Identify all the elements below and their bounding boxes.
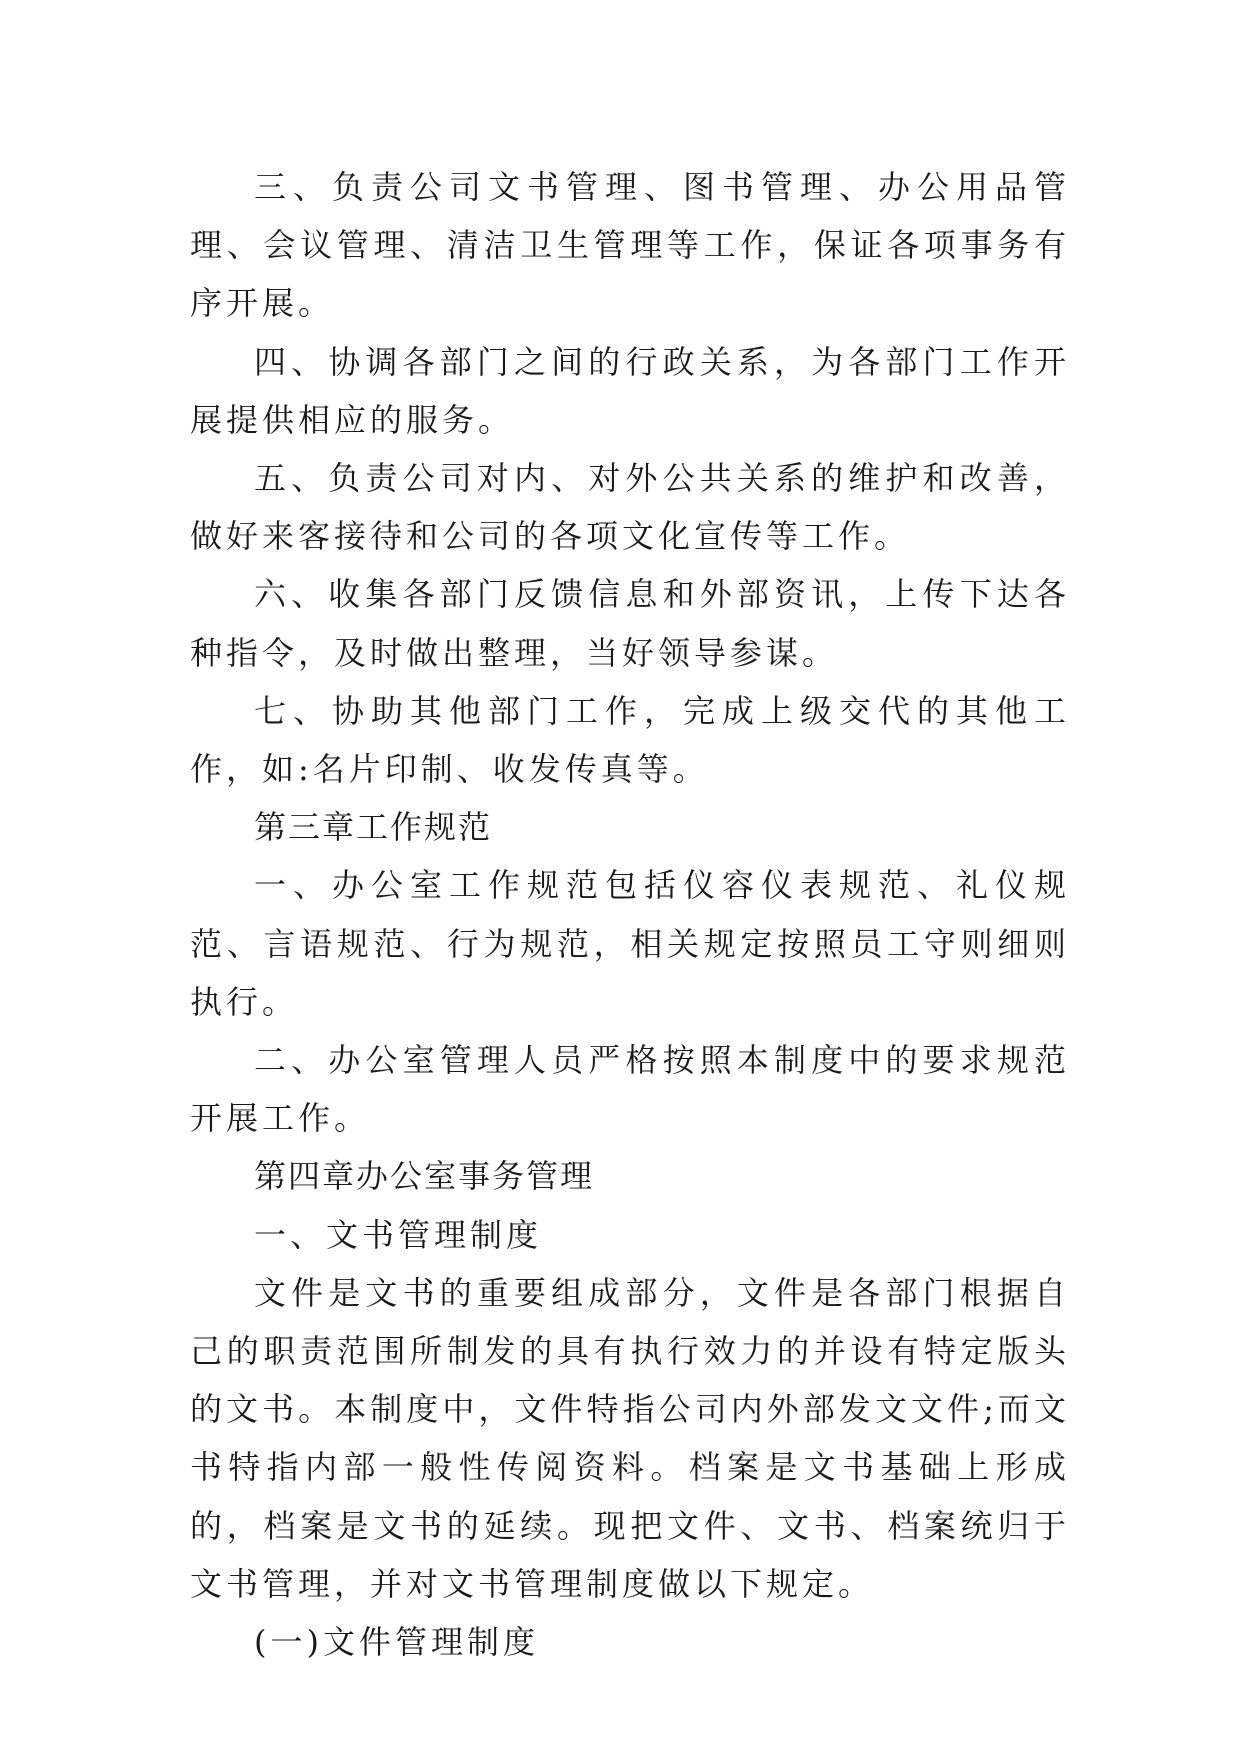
paragraph-norm-2: 二、办公室管理人员严格按照本制度中的要求规范开展工作。 [190,1041,1070,1138]
paragraph-duty-4: 四、协调各部门之间的行政关系，为各部门工作开展提供相应的服务。 [190,342,1070,439]
section-document-management-title: 一、文书管理制度 [254,1215,543,1254]
paragraph-norm-1: 一、办公室工作规范包括仪容仪表规范、礼仪规范、言语规范、行为规范，相关规定按照员工守则细则执行。 [190,866,1070,1021]
paragraph-document-definition: 文件是文书的重要组成部分，文件是各部门根据自己的职责范围所制发的具有执行效力的并设有特定版头的文书。本制度中，文件特指公司内外部发文文件;而文书特指内部一般性传阅资料。档案是文书基础上形成的，档案是文书的延续。现把文件、文书、档案统归于文书管理，并对文书管理制度做以下规定。 [190,1273,1070,1603]
chapter-4-heading: 第四章办公室事务管理 [254,1157,595,1196]
document-body [190,158,1070,1671]
chapter-3-heading: 第三章工作规范 [254,808,493,847]
paragraph-duty-3: 三、负责公司文书管理、图书管理、办公用品管理、会议管理、清洁卫生管理等工作，保证各项事务有序开展。 [190,168,1070,323]
subsection-file-management-title: (一)文件管理制度 [254,1623,539,1662]
paragraph-duty-7: 七、协助其他部门工作，完成上级交代的其他工作，如:名片印制、收发传真等。 [190,691,1070,789]
paragraph-duty-5: 五、负责公司对内、对外公共关系的维护和改善，做好来客接待和公司的各项文化宣传等工作。 [190,459,1070,556]
paragraph-duty-6: 六、收集各部门反馈信息和外部资讯，上传下达各种指令，及时做出整理，当好领导参谋。 [190,575,1070,672]
